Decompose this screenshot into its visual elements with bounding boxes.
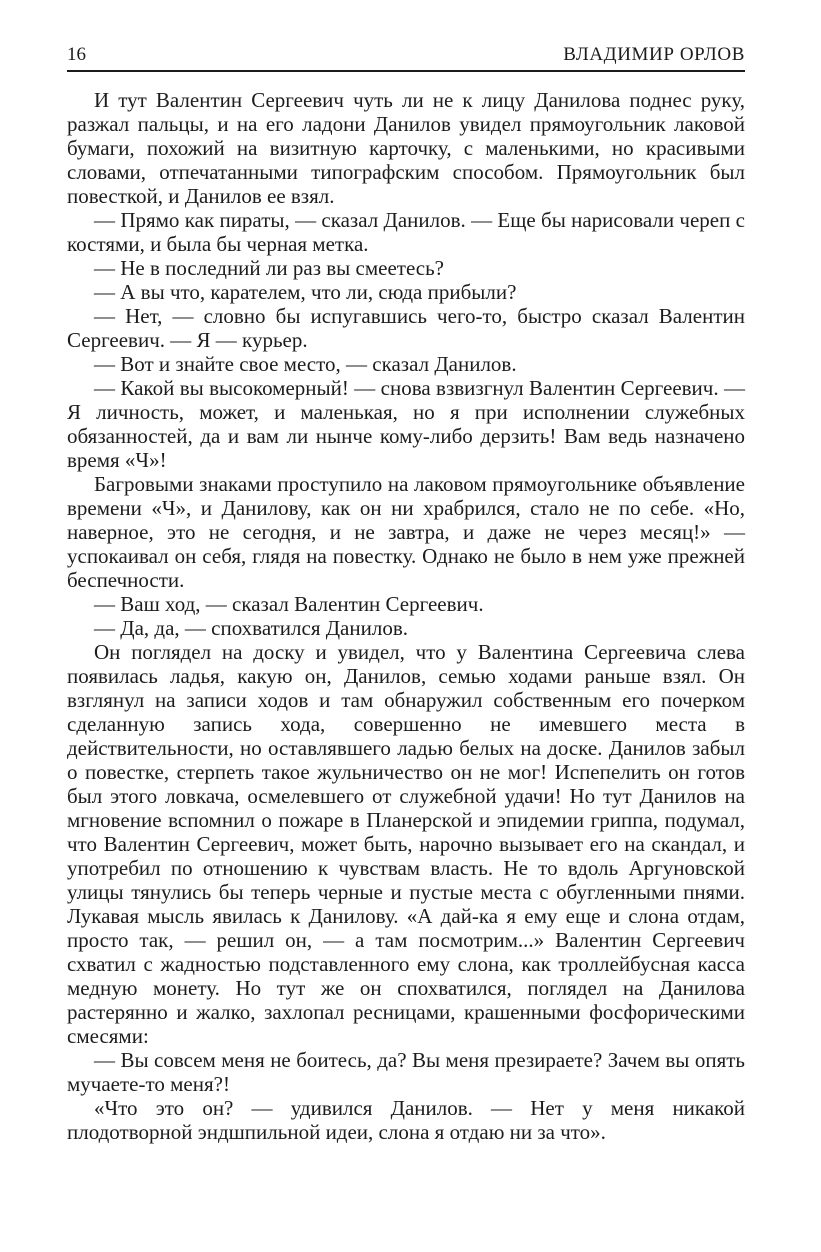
- paragraph: — Да, да, — спохватился Данилов.: [94, 616, 408, 640]
- paragraph: Багровыми знаками проступило на лаковом прямоугольнике объявление времени «Ч», и Данилову, как он ни храбрился, стало не по себе. «Но, наверное, это не сегодня, и не завтра, и даже не через месяц!» — успокаивал он себя, глядя на повестку. Однако не было в нем уже прежней беспечности.: [67, 472, 745, 592]
- paragraph: — Вот и знайте свое место, — сказал Данилов.: [94, 352, 517, 376]
- paragraph: — Прямо как пираты, — сказал Данилов. — Еще бы нарисовали череп с костями, и была бы черная метка.: [67, 208, 745, 256]
- paragraph: — Не в последний ли раз вы смеетесь?: [94, 256, 445, 280]
- paragraph: — А вы что, карателем, что ли, сюда прибыли?: [94, 280, 517, 304]
- page-number: 16: [67, 44, 86, 65]
- page-body: [67, 88, 745, 1144]
- page-header: [67, 44, 745, 66]
- header-rule: [67, 70, 745, 72]
- paragraph: «Что это он? — удивился Данилов. — Нет у меня никакой плодотворной эндшпильной идеи, слона я отдаю ни за что».: [67, 1096, 745, 1144]
- paragraph: — Нет, — словно бы испугавшись чего-то, быстро сказал Валентин Сергеевич. — Я — курьер.: [67, 304, 745, 352]
- paragraph: — Вы совсем меня не боитесь, да? Вы меня презираете? Зачем вы опять мучаете-то меня?!: [67, 1048, 745, 1096]
- paragraph: — Ваш ход, — сказал Валентин Сергеевич.: [94, 592, 484, 616]
- paragraph: Он поглядел на доску и увидел, что у Валентина Сергеевича слева появилась ладья, какую он, Данилов, семью ходами раньше взял. Он взглянул на записи ходов и там обнаружил собственным его почерком сделанную запись хода, совершенно не имевшего места в действительности, но оставлявшего ладью белых на доске. Данилов забыл о повестке, стерпеть такое жульничество он не мог! Испепелить он готов был этого ловкача, осмелевшего от служебной удачи! Но тут Данилов на мгновение вспомнил о пожаре в Планерской и эпидемии гриппа, подумал, что Валентин Сергеевич, может быть, нарочно вызывает его на скандал, и употребил по отношению к чувствам власть. Не то вдоль Аргуновской улицы тянулись бы теперь черные и пустые места с обугленными пнями. Лукавая мысль явилась к Данилову. «А дай-ка я ему еще и слона отдам, просто так, — решил он, — а там посмотрим...» Валентин Сергеевич схватил с жадностью подставленного ему слона, как троллейбусная касса медную монету. Но тут же он спохватился, поглядел на Данилова растерянно и жалко, захлопал ресницами, крашенными фосфорическими смесями:: [67, 640, 745, 1048]
- paragraph: И тут Валентин Сергеевич чуть ли не к лицу Данилова поднес руку, разжал пальцы, и на его ладони Данилов увидел прямоугольник лаковой бумаги, похожий на визитную карточку, с маленькими, но красивыми словами, отпечатанными типографским способом. Прямоугольник был повесткой, и Данилов ее взял.: [67, 88, 745, 208]
- paragraph: — Какой вы высокомерный! — снова взвизгнул Валентин Сергеевич. — Я личность, может, и маленькая, но я при исполнении служебных обязанностей, да и вам ли нынче кому-либо дерзить! Вам ведь назначено время «Ч»!: [67, 376, 745, 472]
- running-head: ВЛАДИМИР ОРЛОВ: [563, 44, 745, 65]
